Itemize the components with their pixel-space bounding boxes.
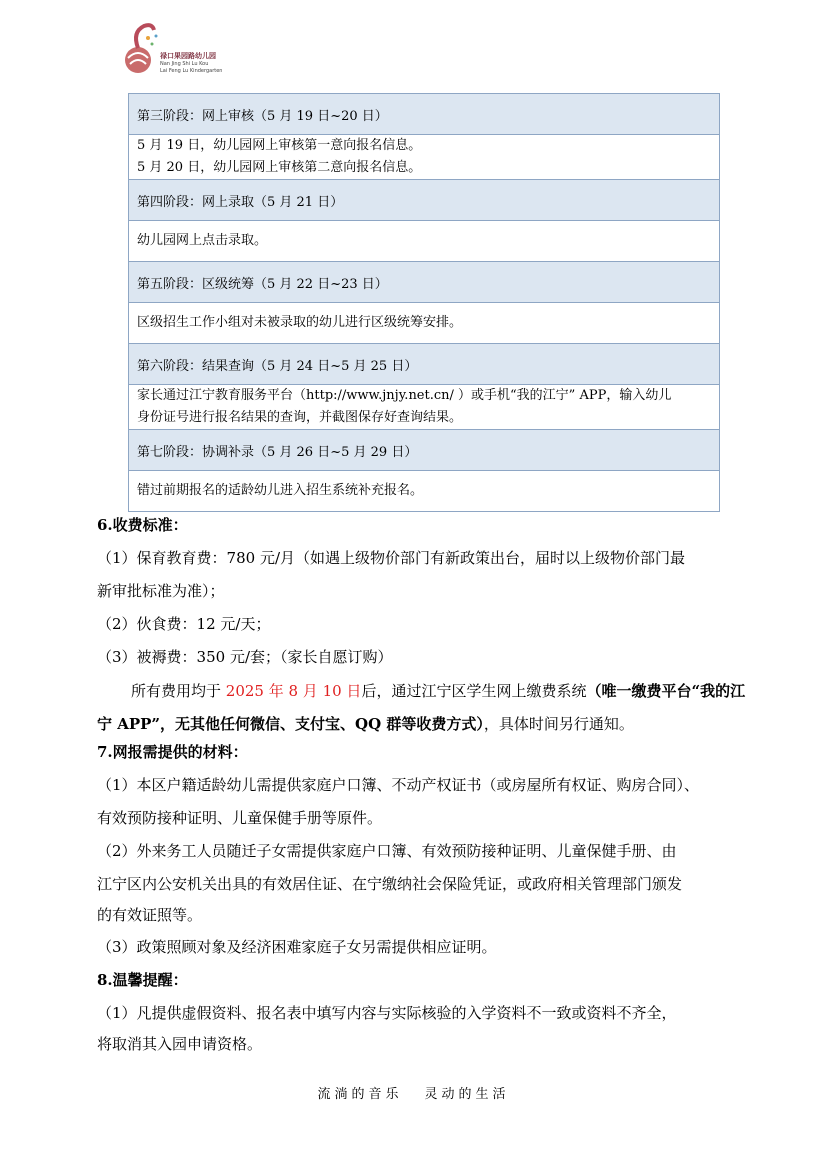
- materials-item-2: （2）外来务工人员随迁子女需提供家庭户口簿、有效预防接种证明、儿童保健手册、由: [97, 842, 677, 860]
- fees-note: [97, 675, 757, 741]
- stage-body: [129, 135, 720, 180]
- stage-line: 家长通过江宁教育服务平台（http://www.jnjy.net.cn/ ）或手机“我的江宁” APP，输入幼儿: [137, 388, 672, 403]
- fees-item-1-cont: 新审批标准为准）；: [97, 582, 225, 600]
- stage-line: 5 月 19 日，幼儿园网上审核第一意向报名信息。: [137, 138, 422, 153]
- stage-header-row: [129, 344, 720, 385]
- fees-note-bold-2: 的江宁 APP”，无其他任何微信、支付宝、QQ 群等收费方式）: [97, 682, 746, 733]
- stage-header-row: [129, 94, 720, 135]
- fees-item-1: （1）保育教育费：780 元/月（如遇上级物价部门有新政策出台，届时以上级物价部门最: [97, 549, 685, 567]
- stage-line: 幼儿园网上点击录取。: [137, 233, 268, 248]
- stage-title: 第六阶段：结果查询（5 月 24 日~5 月 25 日）: [129, 344, 720, 385]
- tips-item-1-cont: 将取消其入园申请资格。: [97, 1035, 263, 1053]
- stage-line: 错过前期报名的适龄幼儿进入招生系统补充报名。: [137, 483, 424, 498]
- tips-heading: 8.温馨提醒：: [97, 971, 188, 989]
- footer-slogan-left: 流淌的音乐: [317, 1087, 403, 1102]
- footer-slogan-right: 灵动的生活: [424, 1087, 510, 1102]
- enrollment-stages-table: [128, 93, 720, 512]
- fees-item-2: （2）伙食费：12 元/天；: [97, 615, 271, 633]
- materials-item-2-cont: 江宁区内公安机关出具的有效居住证、在宁缴纳社会保险凭证，或政府相关管理部门颁发: [97, 875, 683, 893]
- stage-body: [129, 221, 720, 262]
- fees-note-prefix: 所有费用均于: [131, 682, 226, 700]
- fees-note-bold-1: （唯一缴费平台“我: [586, 682, 716, 700]
- stage-body-row: [129, 385, 720, 430]
- stage-header-row: [129, 262, 720, 303]
- logo-emblem-icon: [118, 18, 162, 78]
- materials-item-1: （1）本区户籍适龄幼儿需提供家庭户口簿、不动产权证书（或房屋所有权证、购房合同）、: [97, 776, 700, 794]
- stage-body-row: [129, 471, 720, 512]
- stage-title: 第七阶段：协调补录（5 月 26 日~5 月 29 日）: [129, 430, 720, 471]
- stage-body: [129, 471, 720, 512]
- materials-item-3: （3）政策照顾对象及经济困难家庭子女另需提供相应证明。: [97, 938, 497, 956]
- fees-note-suffix: ，具体时间另行通知。: [483, 715, 634, 733]
- stage-line: 身份证号进行报名结果的查询，并截图保存好查询结果。: [137, 410, 463, 425]
- stage-title: 第四阶段：网上录取（5 月 21 日）: [129, 180, 720, 221]
- fees-item-3: （3）被褥费：350 元/套；（家长自愿订购）: [97, 648, 393, 666]
- materials-item-1-cont: 有效预防接种证明、儿童保健手册等原件。: [97, 809, 383, 827]
- stage-body: [129, 385, 720, 430]
- stage-line: 区级招生工作小组对未被录取的幼儿进行区级统筹安排。: [137, 315, 463, 330]
- stage-body-row: [129, 303, 720, 344]
- stage-line: 5 月 20 日，幼儿园网上审核第二意向报名信息。: [137, 160, 422, 175]
- logo-name-en-1: Nan Jing Shi Lu Kou: [160, 61, 209, 67]
- stage-body-row: [129, 135, 720, 180]
- fees-heading: 6.收费标准：: [97, 516, 188, 534]
- stage-header-row: [129, 430, 720, 471]
- stage-body: [129, 303, 720, 344]
- tips-item-1: （1）凡提供虚假资料、报名表中填写内容与实际核验的入学资料不一致或资料不齐全，: [97, 1004, 677, 1022]
- stage-title: 第五阶段：区级统筹（5 月 22 日~23 日）: [129, 262, 720, 303]
- page-footer: [0, 1083, 827, 1102]
- stage-body-row: [129, 221, 720, 262]
- fees-note-date: 2025 年 8 月 10 日: [225, 682, 362, 700]
- fees-note-mid: 后，通过江宁区学生网上缴费系统: [361, 682, 587, 700]
- stage-title: 第三阶段：网上审核（5 月 19 日~20 日）: [129, 94, 720, 135]
- logo-name-cn: 禄口果园路幼儿园: [160, 52, 216, 60]
- kindergarten-logo: [118, 18, 248, 78]
- logo-name-en-2: Lai Feng Lu Kindergarten: [160, 68, 223, 74]
- materials-heading: 7.网报需提供的材料：: [97, 743, 248, 761]
- stage-header-row: [129, 180, 720, 221]
- materials-item-2-cont-2: 的有效证照等。: [97, 906, 203, 924]
